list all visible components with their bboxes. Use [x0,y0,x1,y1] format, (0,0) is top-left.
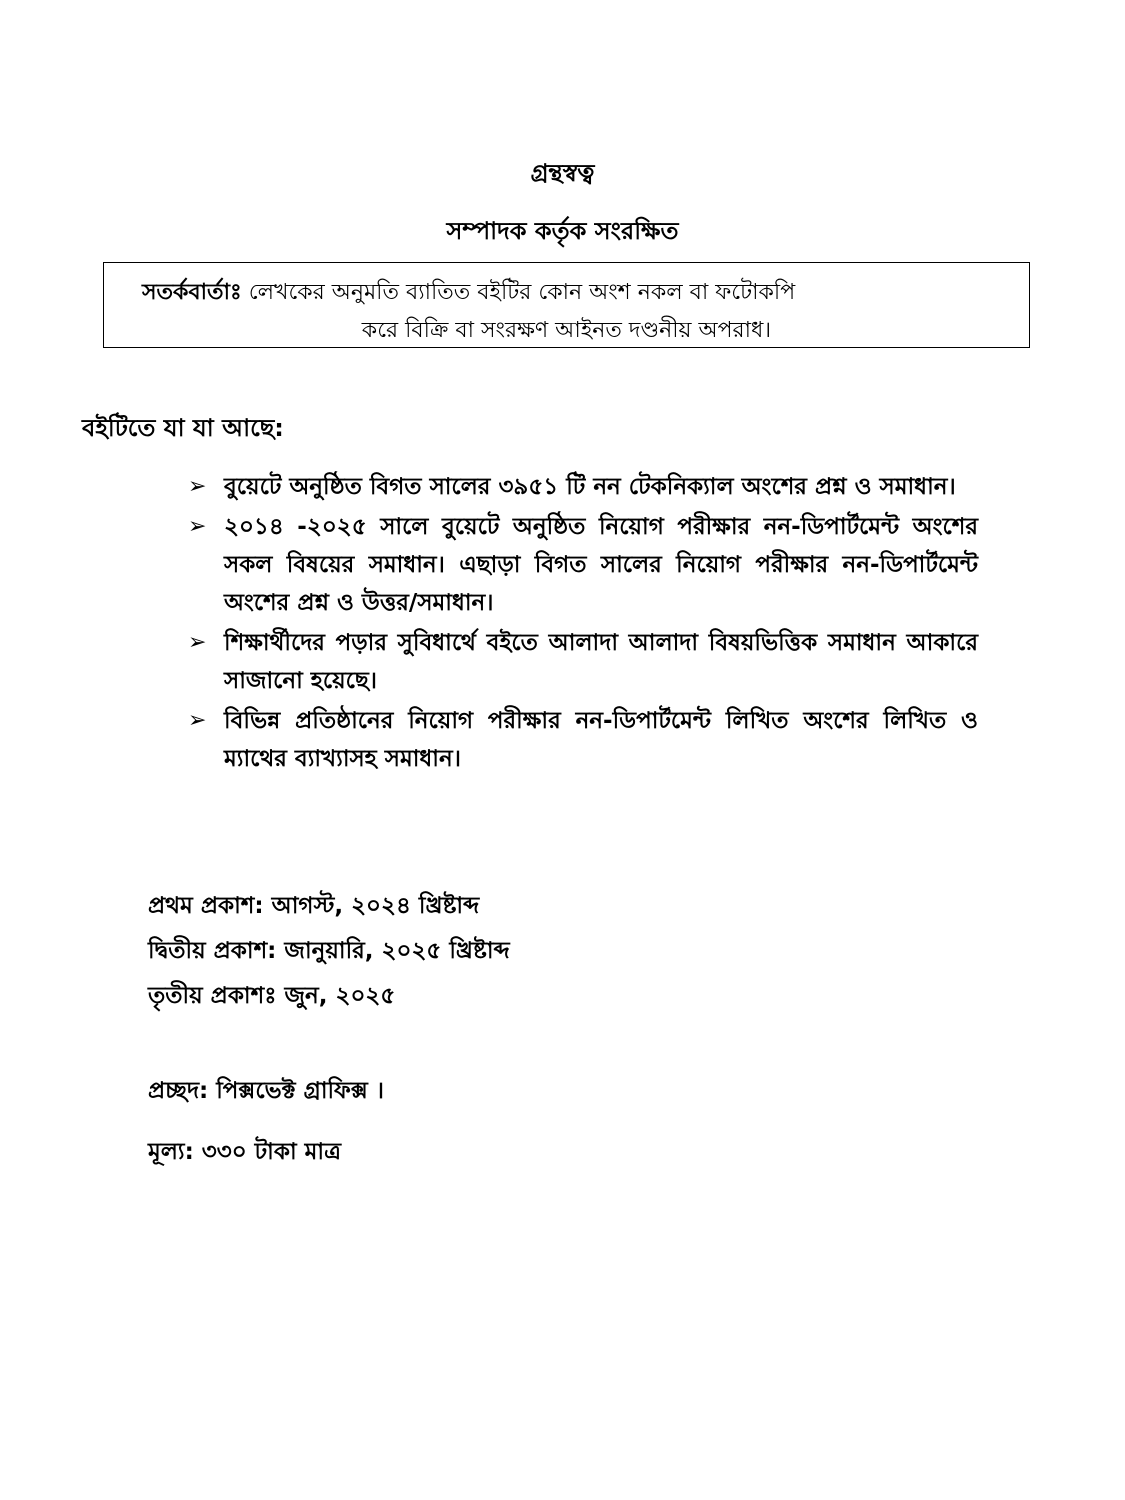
list-item [188,624,978,700]
list-item [188,702,978,778]
warning-text-2: করে বিক্রি বা সংরক্ষণ আইনত দণ্ডনীয় অপরাধ। [361,318,772,343]
contents-heading: বইটিতে যা যা আছে: [82,414,284,442]
third-edition: তৃতীয় প্রকাশঃ জুন, ২০২৫ [148,983,396,1009]
list-item-text: বুয়েটে অনুষ্ঠিত বিগত সালের ৩৯৫১ টি নন টেকনিক্যাল অংশের প্রশ্ন ও সমাধান। [224,474,956,500]
warning-line-1 [142,275,795,312]
warning-box [103,262,1030,348]
list-item-text: ২০১৪ -২০২৫ সালে বুয়েটে অনুষ্ঠিত নিয়োগ পরীক্ষার নন-ডিপার্টমেন্ট অংশের সকল বিষয়ের সমাধান। এছাড়া বিগত সালের নিয়োগ পরীক্ষার নন-ডিপার্টমেন্ট অংশের প্রশ্ন ও উত্তর/সমাধান। [224,514,978,616]
contents-list [188,468,978,780]
warning-label: সতর্কবার্তাঃ [142,280,242,305]
list-item [188,468,978,506]
list-item [188,508,978,622]
list-item-text: বিভিন্ন প্রতিষ্ঠানের নিয়োগ পরীক্ষার নন-ডিপার্টমেন্ট লিখিত অংশের লিখিত ও ম্যাথের ব্যাখ্যাসহ সমাধান। [224,708,978,772]
arrow-bullet-icon: ➢ [188,708,207,733]
price: মূল্য: ৩৩০ টাকা মাত্র [148,1139,341,1165]
copyright-title: গ্রন্থস্বত্ব [530,159,595,187]
warning-text-1: লেখকের অনুমতি ব্যাতিত বইটির কোন অংশ নকল বা ফটোকপি [248,280,796,305]
arrow-bullet-icon: ➢ [188,514,207,539]
list-item-text: শিক্ষার্থীদের পড়ার সুবিধার্থে বইতে আলাদা আলাদা বিষয়ভিত্তিক সমাধান আকারে সাজানো হয়েছে। [224,630,978,694]
second-edition: দ্বিতীয় প্রকাশ: জানুয়ারি, ২০২৫ খ্রিষ্টাব্দ [148,938,510,964]
publication-info [148,884,510,1019]
arrow-bullet-icon: ➢ [188,630,207,655]
first-edition: প্রথম প্রকাশ: আগস্ট, ২০২৪ খ্রিষ্টাব্দ [148,893,480,919]
cover-credit: প্রচ্ছদ: পিক্সভেক্ট গ্রাফিক্স । [148,1078,385,1104]
rights-reserved-line: সম্পাদক কর্তৃক সংরক্ষিত [446,217,679,245]
arrow-bullet-icon: ➢ [188,474,207,499]
